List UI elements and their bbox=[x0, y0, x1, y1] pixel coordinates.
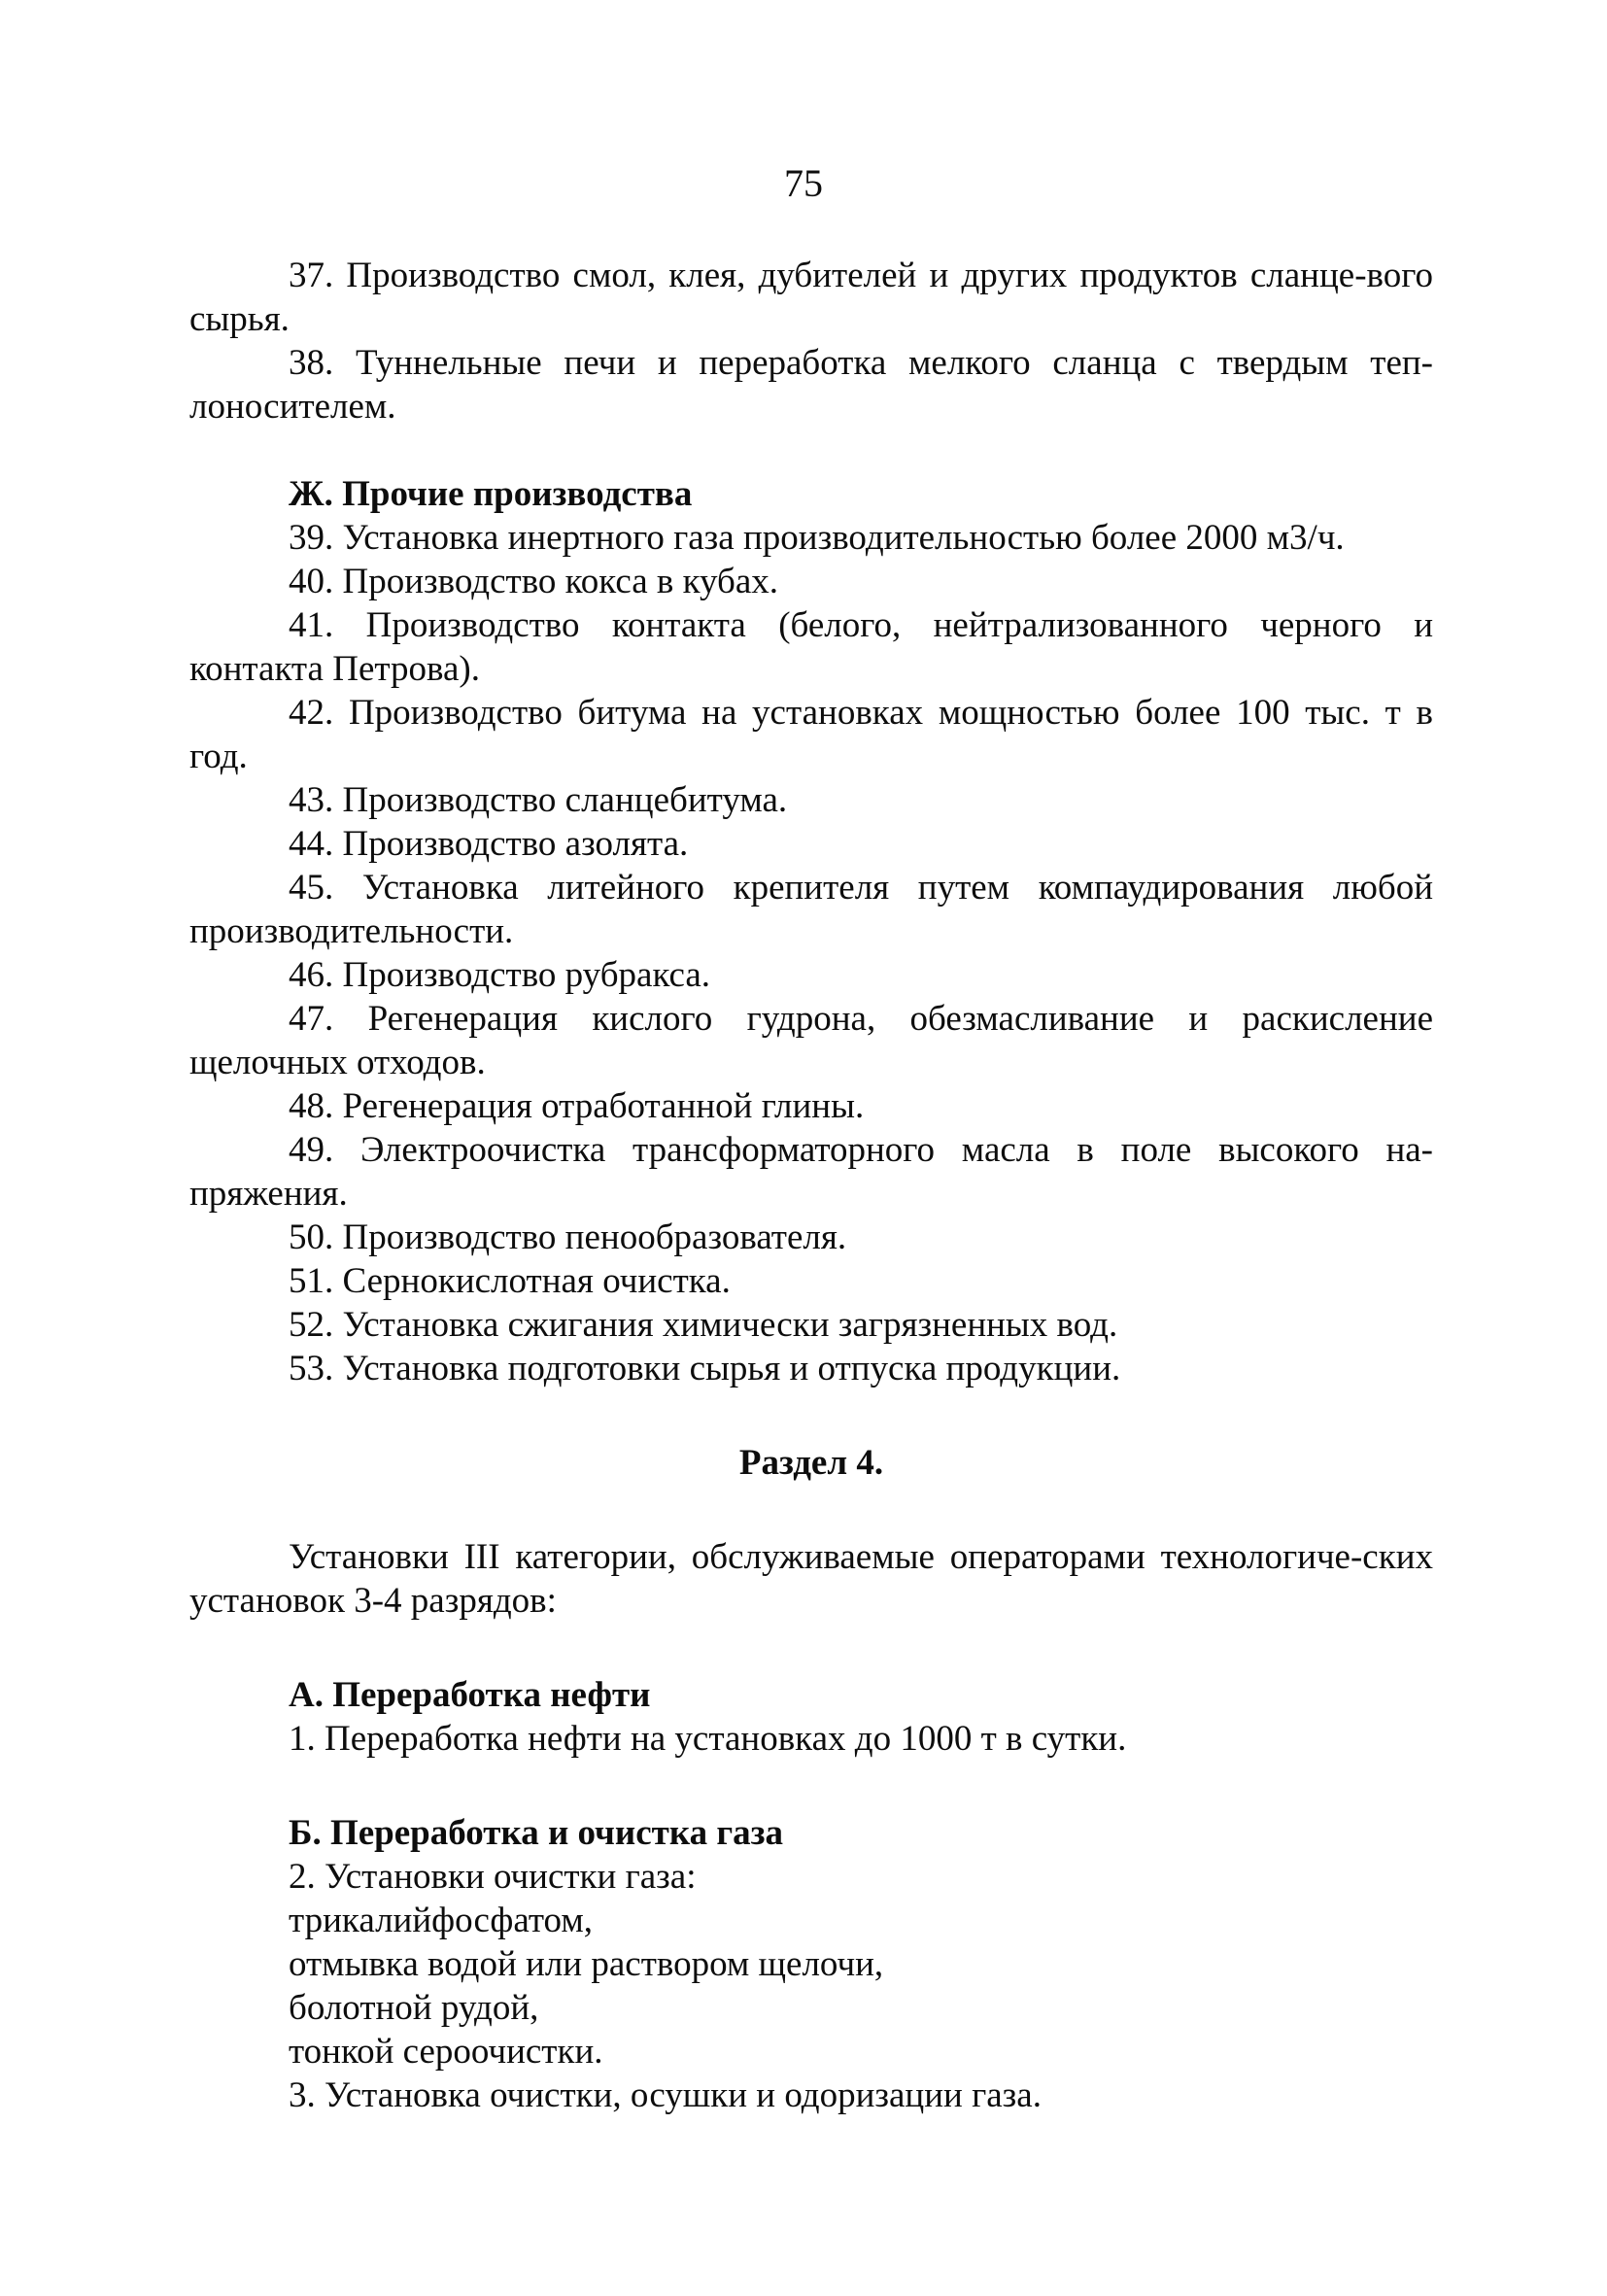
section-heading-zh: Ж. Прочие производства bbox=[289, 474, 693, 514]
document-body bbox=[189, 254, 1433, 2117]
spacer bbox=[189, 1485, 1433, 1535]
spacer bbox=[189, 1390, 1433, 1441]
list-item: 50. Производство пенообразователя. bbox=[289, 1217, 847, 1257]
page-number: 75 bbox=[784, 161, 823, 205]
list-item: 48. Регенерация отработанной глины. bbox=[289, 1086, 865, 1126]
section-title: Раздел 4. bbox=[738, 1443, 884, 1483]
list-item: 52. Установка сжигания химически загрязненных вод. bbox=[289, 1305, 1118, 1345]
list-item: 51. Сернокислотная очистка. bbox=[289, 1261, 731, 1301]
sublist-item: отмывка водой или раствором щелочи, bbox=[289, 1944, 884, 1984]
section-intro: Установки III категории, обслуживаемые операторами технологиче-ских установок 3-4 разрядов: bbox=[189, 1537, 1433, 1621]
list-item: 44. Производство азолята. bbox=[289, 824, 689, 864]
list-item: 53. Установка подготовки сырья и отпуска продукции. bbox=[289, 1349, 1121, 1388]
list-item: 39. Установка инертного газа производительностью более 2000 м3/ч. bbox=[289, 518, 1345, 558]
list-item: 2. Установки очистки газа: bbox=[289, 1857, 697, 1897]
list-item: 41. Производство контакта (белого, нейтрализованного черного и контакта Петрова). bbox=[189, 605, 1433, 689]
list-item: 47. Регенерация кислого гудрона, обезмасливание и раскисление щелочных отходов. bbox=[189, 999, 1433, 1082]
sublist-item: болотной рудой, bbox=[289, 1988, 539, 2028]
list-item: 37. Производство смол, клея, дубителей и других продуктов сланце-вого сырья. bbox=[189, 256, 1433, 339]
sublist-item: трикалийфосфатом, bbox=[289, 1901, 594, 1940]
section-heading-a: А. Переработка нефти bbox=[289, 1675, 651, 1715]
list-item: 1. Переработка нефти на установках до 1000 т в сутки. bbox=[289, 1719, 1127, 1759]
spacer bbox=[189, 1761, 1433, 1811]
list-item: 3. Установка очистки, осушки и одоризации газа. bbox=[289, 2075, 1042, 2115]
list-item: 45. Установка литейного крепителя путем компаудирования любой производительности. bbox=[189, 868, 1433, 951]
list-item: 46. Производство рубракса. bbox=[289, 955, 711, 995]
sublist-item: тонкой сероочистки. bbox=[289, 2032, 603, 2072]
spacer bbox=[189, 1623, 1433, 1673]
list-item: 38. Туннельные печи и переработка мелкого сланца с твердым теп-лоносителем. bbox=[189, 343, 1433, 427]
list-item: 43. Производство сланцебитума. bbox=[289, 780, 788, 820]
spacer bbox=[189, 428, 1433, 472]
list-item: 40. Производство кокса в кубах. bbox=[289, 562, 779, 601]
list-item: 49. Электроочистка трансформаторного масла в поле высокого на-пряжения. bbox=[189, 1130, 1433, 1214]
section-heading-b: Б. Переработка и очистка газа bbox=[289, 1813, 784, 1853]
list-item: 42. Производство битума на установках мощностью более 100 тыс. т в год. bbox=[189, 693, 1433, 776]
